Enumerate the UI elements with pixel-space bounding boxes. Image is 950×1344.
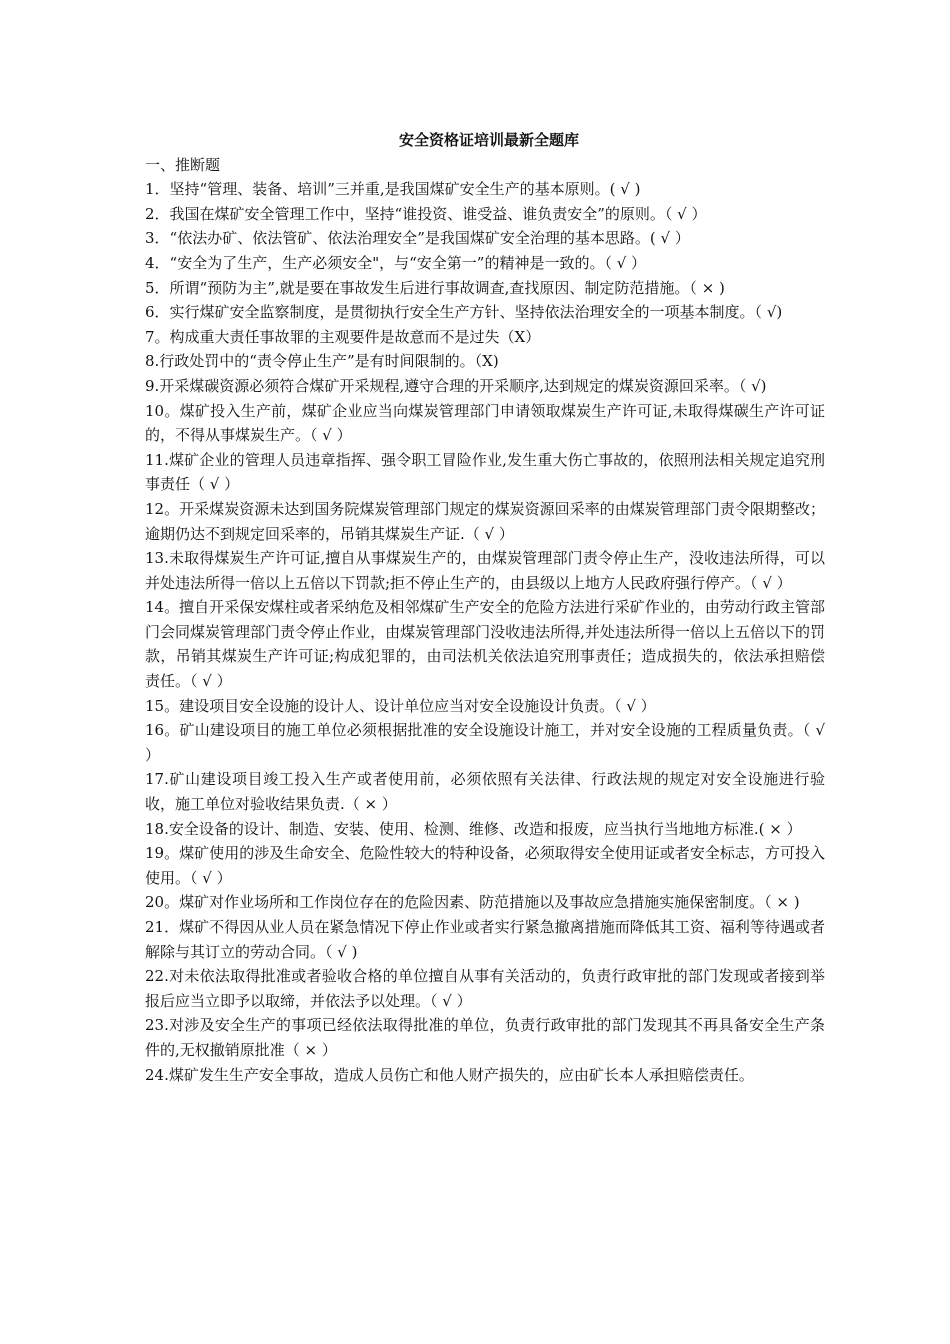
- question-item-8: 8.行政处罚中的“责令停止生产”是有时间限制的。（X): [145, 352, 499, 371]
- question-item-14: 14。擅自开采保安煤柱或者采纳危及相邻煤矿生产安全的危险方法进行采矿作业的，由劳动行政主管部门会同煤炭管理部门责令停止作业，由煤炭管理部门没收违法所得,并处违法所得一倍以上五倍以下的罚款，吊销其煤炭生产许可证;构成犯罪的，由司法机关依法追究刑事责任；造成损失的，依法承担赔偿责任。（ √ ）: [145, 598, 825, 691]
- question-item-12: 12。开采煤炭资源未达到国务院煤炭管理部门规定的煤炭资源回采率的由煤炭管理部门责令限期整改；逾期仍达不到规定回采率的，吊销其煤炭生产证.（ √ ）: [145, 499, 825, 543]
- question-item-16: 16。矿山建设项目的施工单位必须根据批准的安全设施设计施工，并对安全设施的工程质量负责。（ √ ）: [145, 721, 825, 764]
- question-item-2: 2．我国在煤矿安全管理工作中，坚持“谁投资、谁受益、谁负责安全”的原则。（ √ ）: [145, 204, 707, 223]
- question-item-11: 11.煤矿企业的管理人员违章指挥、强令职工冒险作业,发生重大伤亡事故的，依照刑法相关规定追究刑事责任（ √ ）: [145, 450, 825, 494]
- question-item-22: 22.对未依法取得批准或者验收合格的单位擅自从事有关活动的，负责行政审批的部门发现或者接到举报后应当立即予以取缔，并依法予以处理。（ √ ）: [145, 967, 825, 1010]
- question-item-19: 19。煤矿使用的涉及生命安全、危险性较大的特种设备，必须取得安全使用证或者安全标志，方可投入使用。（ √ ）: [145, 844, 825, 887]
- question-item-21: 21．煤矿不得因从业人员在紧急情况下停止作业或者实行紧急撤离措施而降低其工资、福利等待遇或者解除与其订立的劳动合同。（ √ ): [145, 918, 825, 961]
- question-item-9: 9.开采煤碳资源必须符合煤矿开采规程,遵守合理的开采顺序,达到规定的煤炭资源回采率。（ √): [145, 376, 767, 395]
- document-title: 安全资格证培训最新全题库: [398, 131, 579, 149]
- question-item-15: 15。建设项目安全设施的设计人、设计单位应当对安全设施设计负责。（ √ ）: [145, 696, 656, 715]
- question-item-7: 7。构成重大责任事故罪的主观要件是故意而不是过失（X）: [145, 327, 541, 346]
- document-body: [145, 128, 825, 1087]
- question-item-18: 18.安全设备的设计、制造、安装、使用、检测、维修、改造和报废，应当执行当地地方标准.( × ）: [145, 819, 802, 838]
- question-item-10: 10。煤矿投入生产前，煤矿企业应当向煤炭管理部门申请领取煤炭生产许可证,未取得煤碳生产许可证的，不得从事煤炭生产。（ √ ）: [145, 401, 825, 445]
- question-item-3: 3．“依法办矿、依法管矿、依法治理安全”是我国煤矿安全治理的基本思路。( √ ）: [145, 229, 690, 248]
- section-heading: 一、推断题: [145, 155, 221, 174]
- question-item-4: 4．“安全为了生产，生产必须安全"，与“安全第一”的精神是一致的。（ √ ）: [145, 253, 647, 272]
- question-item-13: 13.未取得煤炭生产许可证,擅自从事煤炭生产的，由煤炭管理部门责令停止生产，没收违法所得，可以并处违法所得一倍以上五倍以下罚款;拒不停止生产的，由县级以上地方人民政府强行停产。（ √ ）: [145, 549, 825, 592]
- question-item-24: 24.煤矿发生生产安全事故，造成人员伤亡和他人财产损失的，应由矿长本人承担赔偿责任。: [145, 1065, 754, 1084]
- question-item-6: 6．实行煤矿安全监察制度，是贯彻执行安全生产方针、坚持依法治理安全的一项基本制度。（ √): [145, 303, 783, 322]
- question-item-23: 23.对涉及安全生产的事项已经依法取得批准的单位，负责行政审批的部门发现其不再具备安全生产条件的,无权撤销原批准（ × ）: [145, 1016, 825, 1059]
- question-item-20: 20。煤矿对作业场所和工作岗位存在的危险因素、防范措施以及事故应急措施实施保密制度。（ × ): [145, 893, 800, 912]
- question-item-17: 17.矿山建设项目竣工投入生产或者使用前，必须依照有关法律、行政法规的规定对安全设施进行验收，施工单位对验收结果负责.（ × ）: [145, 770, 825, 814]
- question-item-1: 1．坚持“管理、装备、培训”三并重,是我国煤矿安全生产的基本原则。( √ ): [145, 180, 641, 199]
- question-item-5: 5．所谓“预防为主”,就是要在事故发生后进行事故调查,查找原因、制定防范措施。（ × ): [145, 278, 725, 297]
